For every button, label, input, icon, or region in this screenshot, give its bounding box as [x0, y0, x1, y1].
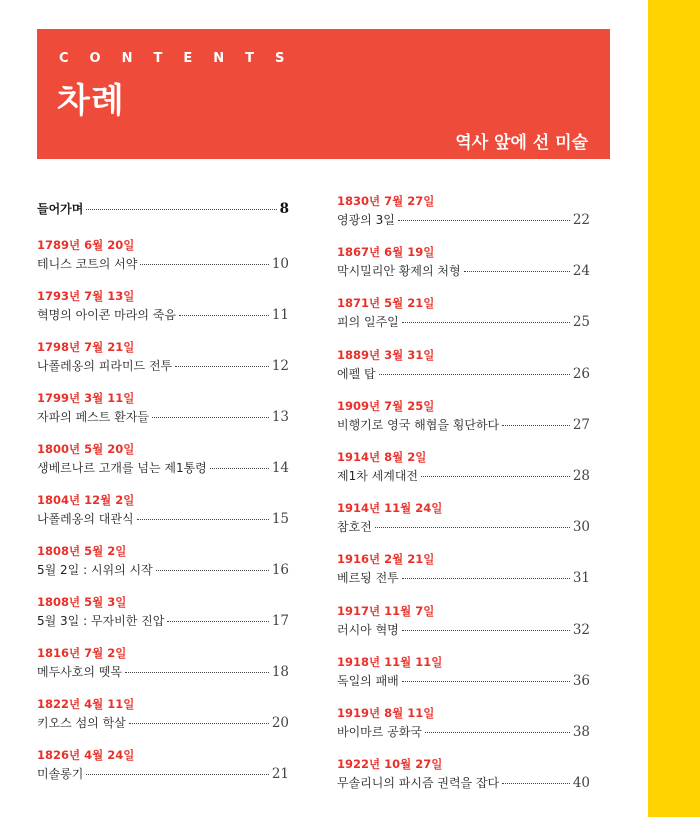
- toc-entry-page-number: 26: [572, 365, 590, 382]
- dot-leader: [86, 209, 276, 210]
- dot-leader: [179, 315, 269, 316]
- toc-entry-title: 미솔롱기: [37, 767, 84, 781]
- toc-entry-page-number: 24: [572, 263, 590, 280]
- toc-entry-line: [337, 517, 590, 537]
- banner-kicker: CONTENTS: [59, 51, 306, 66]
- toc-entry-date: 1916년 2월 21일: [337, 552, 435, 567]
- toc-entry-page-number: 10: [271, 256, 289, 272]
- toc-entry-page-number: 16: [271, 562, 289, 578]
- dot-leader: [175, 366, 269, 367]
- toc-entry-title: 테니스 코트의 서약: [37, 257, 138, 271]
- toc-entry-line: [337, 415, 590, 435]
- toc-entry-title: 5월 2일 : 시위의 시작: [37, 563, 153, 577]
- toc-entry-date: 1793년 7월 13일: [37, 289, 135, 303]
- toc-entry-page-number: 12: [271, 358, 289, 374]
- toc-entry-page-number: 36: [572, 672, 590, 689]
- toc-entry-date: 1804년 12월 2일: [37, 493, 135, 507]
- toc-entry-date: 1914년 8월 2일: [337, 449, 427, 464]
- toc-entry-line: [37, 458, 289, 478]
- toc-entry-title: 독일의 패배: [337, 673, 399, 688]
- toc-entry-title: 메두사호의 뗏목: [37, 665, 122, 679]
- toc-entry-date: 1808년 5월 2일: [37, 544, 127, 558]
- dot-leader: [167, 621, 269, 622]
- dot-leader: [398, 220, 570, 221]
- toc-entry-line: [37, 509, 289, 529]
- dot-leader: [379, 374, 570, 375]
- dot-leader: [502, 425, 570, 426]
- toc-entry-title: 러시아 혁명: [337, 622, 399, 637]
- toc-entry-title: 피의 일주일: [337, 315, 399, 330]
- toc-entry-line: [337, 568, 590, 588]
- toc-entry-line: [337, 364, 590, 384]
- toc-entry-page-number: 32: [572, 621, 590, 638]
- toc-entry[interactable]: [37, 389, 289, 440]
- toc-entry-title: 비행기로 영국 해협을 횡단하다: [337, 417, 500, 432]
- toc-entry[interactable]: [37, 542, 289, 593]
- toc-entry-line: [337, 466, 590, 486]
- toc-entry-title: 키오스 섬의 학살: [37, 716, 126, 730]
- toc-entry-line: [337, 620, 590, 640]
- toc-entry-title: 막시밀리안 황제의 처형: [337, 264, 461, 279]
- dot-leader: [402, 681, 570, 682]
- toc-entry-date: 1830년 7월 27일: [337, 194, 435, 208]
- toc-entry-line: [37, 254, 289, 274]
- toc-entry-date: 1922년 10월 27일: [337, 757, 443, 772]
- toc-entry[interactable]: [337, 294, 590, 345]
- toc-entry[interactable]: [37, 644, 289, 695]
- toc-entry-date: 1799년 3월 11일: [37, 391, 135, 405]
- dot-leader: [375, 527, 570, 528]
- toc-entry-line: [37, 560, 289, 580]
- toc-entry-page-number: 30: [572, 519, 590, 536]
- toc-entry-line: [37, 662, 289, 682]
- toc-entry[interactable]: [37, 593, 289, 644]
- toc-entry[interactable]: [37, 236, 289, 287]
- toc-entry-line: [37, 305, 289, 325]
- toc-entry-line: [37, 407, 289, 427]
- toc-entry-page-number: 28: [572, 467, 590, 484]
- toc-entry-page-number: 15: [271, 511, 289, 527]
- toc-entry[interactable]: [337, 755, 590, 806]
- dot-leader: [425, 732, 570, 733]
- toc-entry[interactable]: [337, 653, 590, 704]
- toc-entry-title: 들어가며: [37, 202, 84, 216]
- toc-entry-date: 1816년 7월 2일: [37, 646, 127, 660]
- toc-entry-page-number: 11: [271, 307, 289, 323]
- toc-entry-date: 1808년 5월 3일: [37, 595, 127, 609]
- toc-entry[interactable]: [337, 499, 590, 550]
- toc-entry-line: [37, 199, 289, 219]
- dot-leader: [86, 774, 268, 775]
- toc-entry-line: [337, 312, 590, 332]
- toc-entry-title: 참호전: [337, 520, 372, 535]
- toc-entry-title: 제1차 세계대전: [337, 468, 419, 483]
- toc-entry-page-number: 8: [279, 201, 289, 217]
- toc-entry-title: 자파의 페스트 환자들: [37, 410, 149, 424]
- side-color-strip: [648, 0, 700, 817]
- toc-entry-date: 1919년 8월 11일: [337, 705, 435, 720]
- toc-entry-page-number: 25: [572, 314, 590, 331]
- dot-leader: [210, 468, 269, 469]
- toc-entry-line: [337, 261, 590, 281]
- toc-entry[interactable]: [337, 602, 590, 653]
- toc-entry-line: [37, 764, 289, 784]
- toc-entry[interactable]: [337, 704, 590, 755]
- toc-entry-page-number: 31: [572, 570, 590, 587]
- toc-entry[interactable]: [337, 550, 590, 601]
- toc-entry-page-number: 21: [271, 766, 289, 782]
- toc-entry-page-number: 20: [271, 715, 289, 731]
- book-subtitle: 역사 앞에 선 미술: [455, 133, 588, 153]
- toc-entry-date: 1914년 11월 24일: [337, 501, 443, 516]
- toc-entry-date: 1871년 5월 21일: [337, 296, 435, 311]
- toc-entry[interactable]: [337, 448, 590, 499]
- toc-entry-line: [37, 356, 289, 376]
- toc-right-column: [337, 192, 590, 806]
- toc-entry-page-number: 14: [271, 460, 289, 476]
- dot-leader: [156, 570, 269, 571]
- dot-leader: [402, 578, 570, 579]
- toc-entry-title: 나폴레옹의 대관식: [37, 512, 134, 526]
- toc-entry-title: 무솔리니의 파시즘 권력을 잡다: [337, 776, 500, 791]
- toc-entry[interactable]: [337, 243, 590, 294]
- toc-entry-page-number: 27: [572, 416, 590, 433]
- toc-entry-line: [337, 722, 590, 742]
- toc-left-column: [37, 199, 289, 797]
- toc-entry[interactable]: [37, 338, 289, 389]
- toc-entry-page-number: 13: [271, 409, 289, 425]
- toc-entry-date: 1867년 6월 19일: [337, 245, 435, 260]
- toc-entry[interactable]: [337, 346, 590, 397]
- toc-entry-date: 1918년 11월 11일: [337, 654, 443, 669]
- toc-entry[interactable]: [37, 199, 289, 236]
- toc-entry-date: 1826년 4월 24일: [37, 748, 135, 762]
- toc-entry-title: 혁명의 아이콘 마라의 죽음: [37, 308, 176, 322]
- toc-entry[interactable]: [37, 491, 289, 542]
- toc-entry[interactable]: [37, 695, 289, 746]
- toc-entry[interactable]: [37, 287, 289, 338]
- dot-leader: [129, 723, 269, 724]
- toc-entry-page-number: 38: [572, 723, 590, 740]
- toc-entry-line: [337, 773, 590, 793]
- dot-leader: [125, 672, 269, 673]
- toc-entry-title: 베르됭 전투: [337, 571, 399, 586]
- contents-banner: [37, 29, 610, 159]
- toc-entry[interactable]: [37, 746, 289, 797]
- toc-entry-line: [37, 713, 289, 733]
- toc-entry-title: 바이마르 공화국: [337, 724, 422, 739]
- toc-entry[interactable]: [337, 192, 590, 243]
- toc-entry-date: 1800년 5월 20일: [37, 442, 135, 456]
- toc-entry-date: 1889년 3월 31일: [337, 347, 435, 362]
- toc-entry-date: 1917년 11월 7일: [337, 603, 435, 618]
- dot-leader: [402, 322, 570, 323]
- dot-leader: [140, 264, 268, 265]
- toc-entry-title: 생베르나르 고개를 넘는 제1통령: [37, 461, 207, 475]
- dot-leader: [464, 271, 570, 272]
- dot-leader: [402, 630, 570, 631]
- toc-entry-date: 1909년 7월 25일: [337, 398, 435, 413]
- toc-entry-title: 에펠 탑: [337, 366, 376, 381]
- toc-entry-page-number: 40: [572, 775, 590, 792]
- toc-entry-page-number: 18: [271, 664, 289, 680]
- toc-entry-line: [337, 671, 590, 691]
- dot-leader: [502, 783, 570, 784]
- toc-entry-title: 영광의 3일: [337, 213, 395, 227]
- toc-entry-line: [337, 210, 590, 230]
- toc-entry-date: 1822년 4월 11일: [37, 697, 135, 711]
- toc-entry-page-number: 17: [271, 613, 289, 629]
- toc-entry[interactable]: [337, 397, 590, 448]
- toc-entry-date: 1798년 7월 21일: [37, 340, 135, 354]
- toc-entry[interactable]: [37, 440, 289, 491]
- toc-entry-title: 5월 3일 : 무자비한 진압: [37, 614, 165, 628]
- dot-leader: [421, 476, 570, 477]
- toc-entry-page-number: 22: [572, 212, 590, 228]
- dot-leader: [152, 417, 269, 418]
- toc-entry-title: 나폴레옹의 피라미드 전투: [37, 359, 173, 373]
- toc-entry-line: [37, 611, 289, 631]
- dot-leader: [137, 519, 269, 520]
- page-title: 차례: [57, 81, 125, 121]
- toc-entry-date: 1789년 6월 20일: [37, 238, 135, 252]
